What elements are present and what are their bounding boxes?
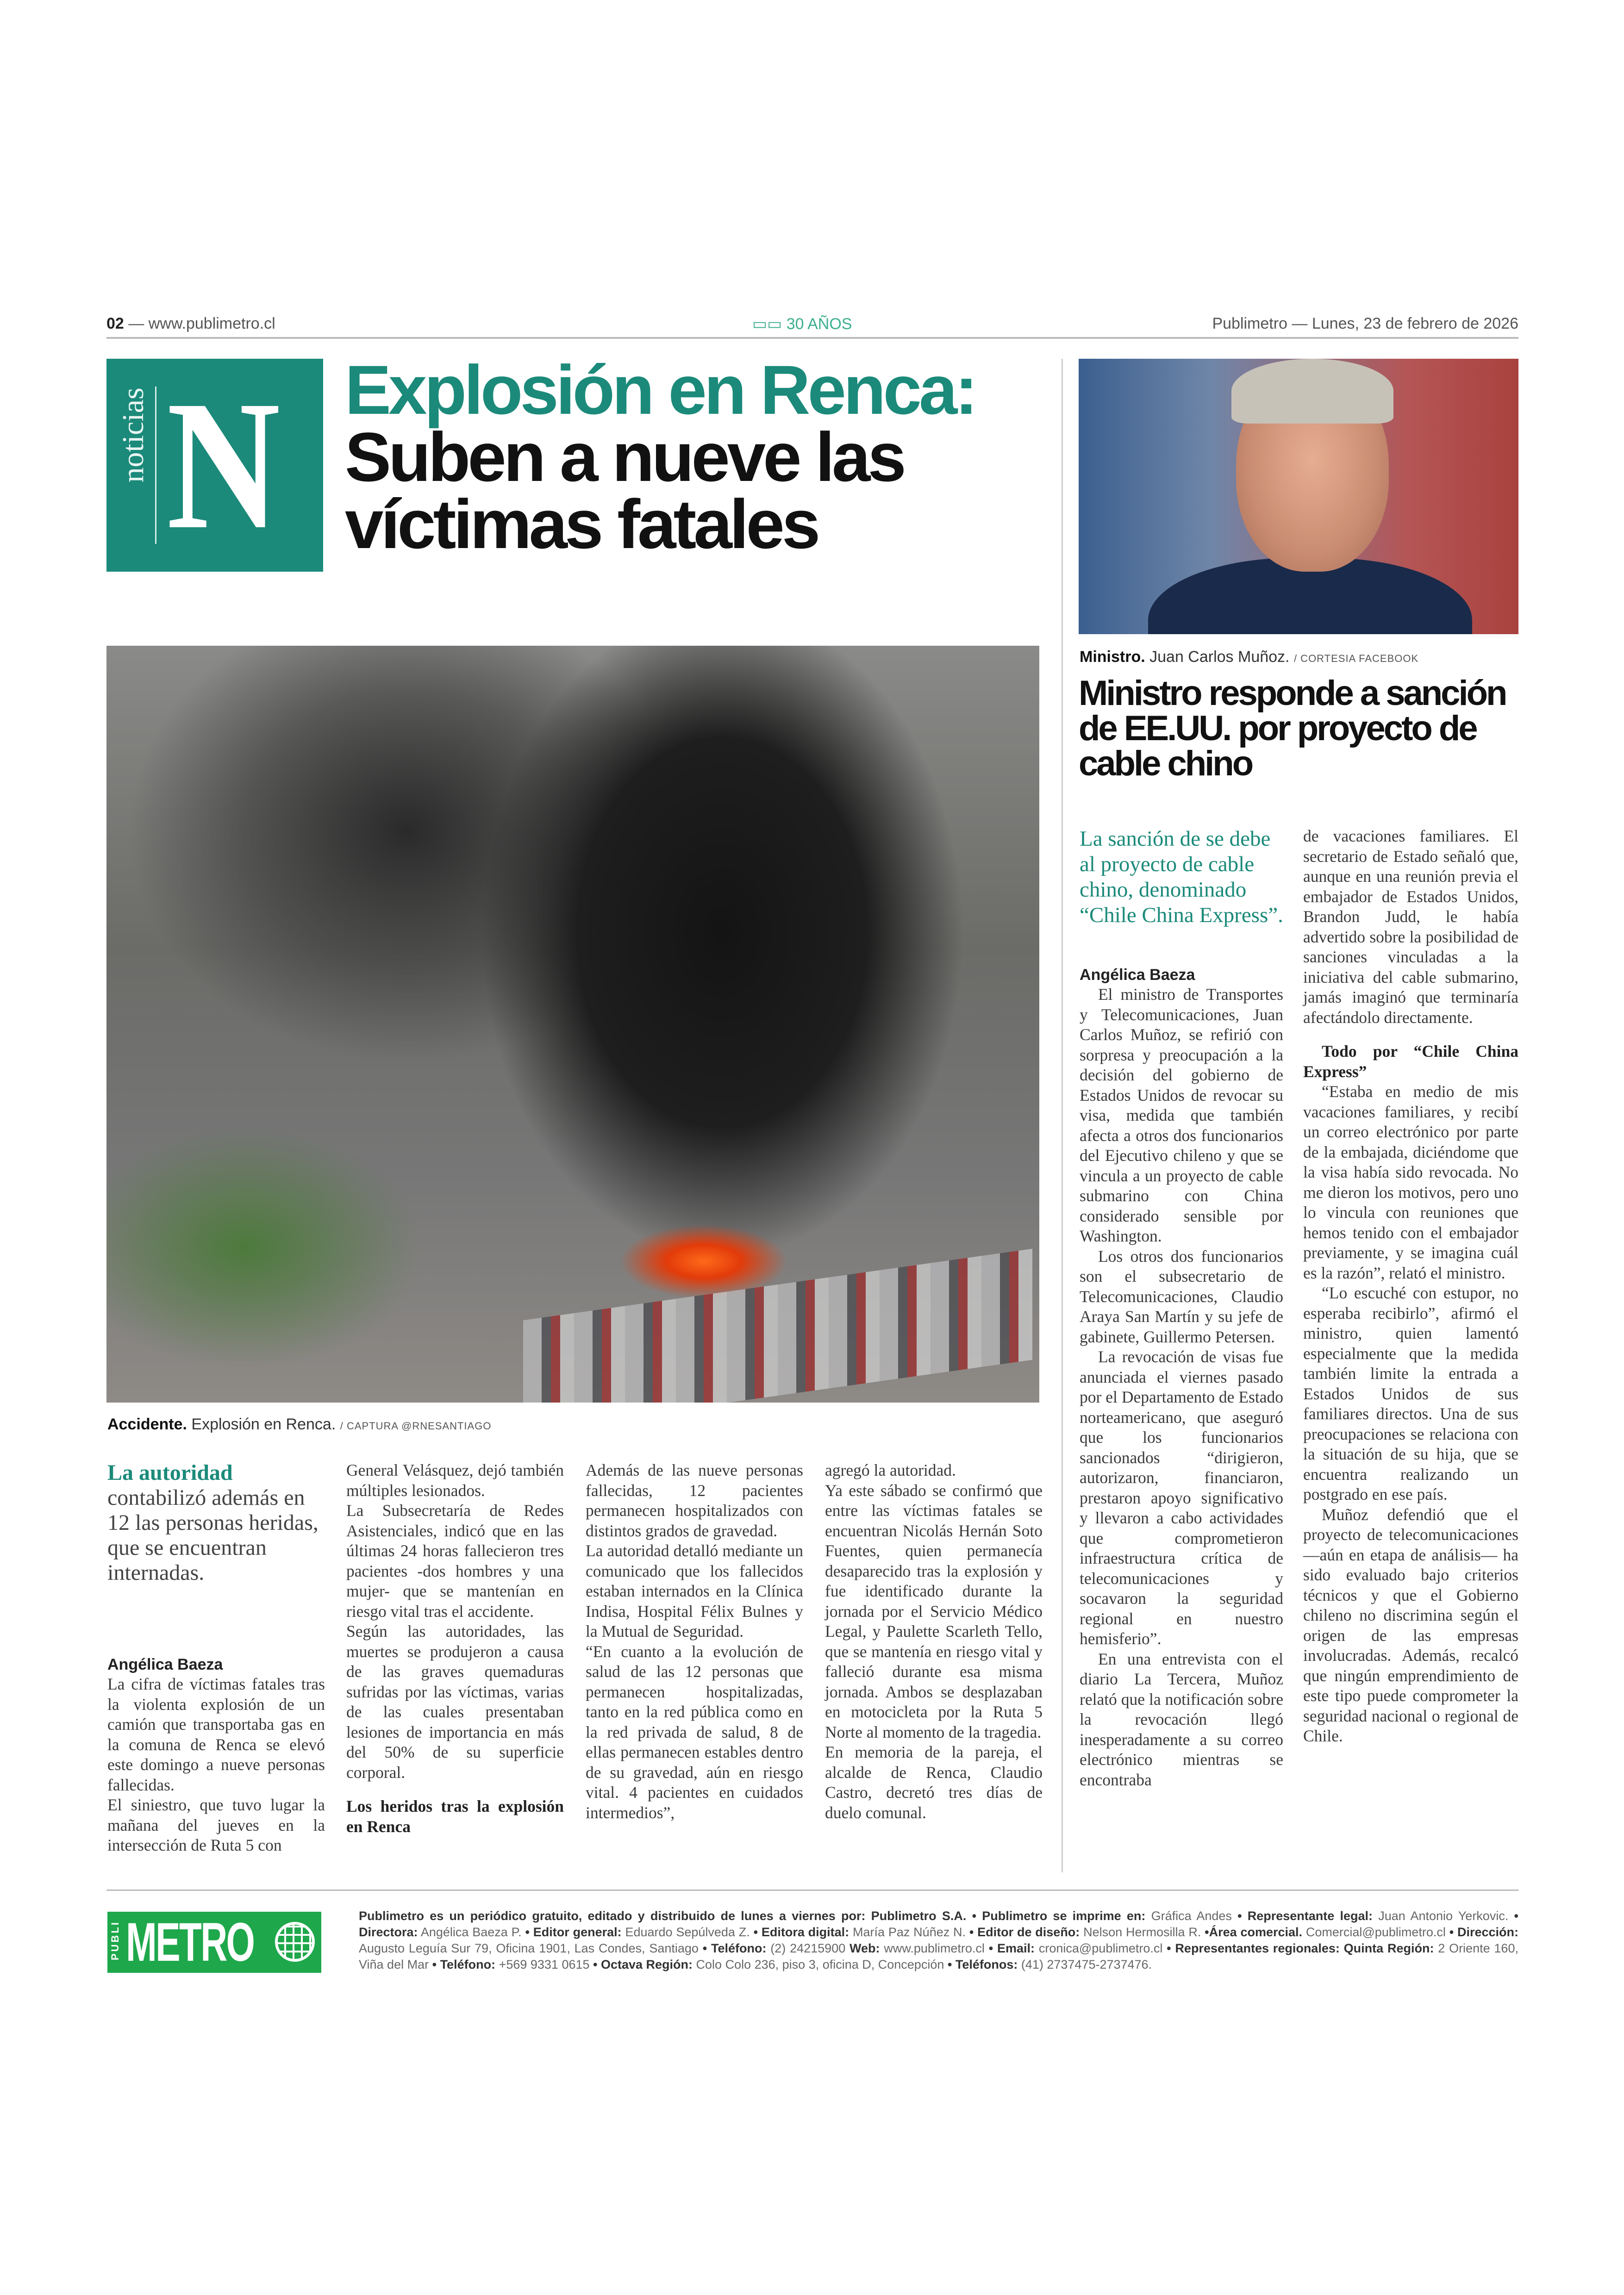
article-lead [107, 1460, 325, 1585]
imprint-text: +569 9331 0615 [499, 1958, 590, 1971]
headline-accent: Explosión en Renca: [345, 351, 975, 429]
imprint-text: Augusto Leguía Sur 79, Oficina 1901, Las Condes, Santiago [359, 1941, 699, 1955]
imprint [359, 1908, 1518, 1973]
site-url[interactable]: www.publimetro.cl [148, 315, 275, 332]
paragraph: “Lo escuché con estupor, no esperaba recibirlo”, afirmó el ministro, quien lamentó especialmente que la medida también limite la entrada a Estados Unidos de sus familiares directos. Una de sus preocupaciones se relaciona con la situación de su hija, que se encuentra realizando un postgrado en ese país. [1303, 1284, 1518, 1503]
main-headline [345, 351, 1002, 563]
paragraph: agregó la autoridad. [825, 1461, 956, 1479]
article-column-2 [346, 1460, 564, 1837]
side-photo-caption [1080, 648, 1418, 666]
section-divider [155, 387, 156, 544]
paragraph: Muñoz defendió que el proyecto de telecomunicaciones —aún en etapa de análisis— ha sido evaluado bajo criterios técnicos y que el Gobierno chileno no discrimina según el origen de las empresas involucradas. Además, recalcó que ningún emprendimiento de este tipo puede comprometer la seguridad nacional o regional de Chile. [1303, 1505, 1518, 1745]
parked-cars [523, 1249, 1032, 1403]
imprint-label: • Editor de diseño: [969, 1925, 1080, 1939]
commercial-email-link[interactable]: Comercial@publimetro.cl [1305, 1925, 1446, 1939]
paragraph: General Velásquez, dejó también múltiples lesionados. [346, 1461, 564, 1500]
imprint-text: Nelson Hermosilla R. [1083, 1925, 1201, 1939]
side-lead: La sanción de se debe al proyecto de cable chino, denominado “Chile China Express”. [1080, 827, 1283, 927]
imprint-label: • Editora digital: [753, 1925, 849, 1939]
publimetro-logo [107, 1912, 321, 1973]
email-link[interactable]: cronica@publimetro.cl [1038, 1941, 1163, 1955]
byline: Angélica Baeza [107, 1656, 223, 1673]
website-link[interactable]: www.publimetro.cl [884, 1941, 985, 1955]
publication-name: Publimetro [1212, 315, 1287, 332]
imprint-text: Juan Antonio Yerkovic. [1378, 1909, 1509, 1923]
page-folio: 02 — www.publimetro.cl [106, 315, 275, 332]
portrait-hair [1231, 359, 1393, 424]
header-divider [106, 337, 1518, 339]
paragraph: La autoridad detalló mediante un comunicado que los fallecidos estaban internados en la Clínica Indisa, Hospital Félix Bulnes y la Mutual de Seguridad. [586, 1541, 803, 1640]
anniversary-badge [752, 315, 852, 333]
imprint-text: (41) 2737475-2737476. [1021, 1958, 1152, 1971]
imprint-text: Publimetro es un periódico gratuito, editado y distribuido de lunes a viernes por: Publimetro S.A. • Publimetro se imprime en: [359, 1909, 1146, 1923]
subheading: Los heridos tras la explosión en Renca [346, 1797, 564, 1836]
caption-text: Juan Carlos Muñoz. [1149, 648, 1290, 666]
globe-icon [275, 1922, 315, 1962]
paragraph: Además de las nueve personas fallecidas, 12 pacientes permanecen hospitalizados con distintos grados de gravedad. [586, 1461, 803, 1540]
publication-date: Publimetro — Lunes, 23 de febrero de 2026 [1212, 315, 1518, 332]
byline: Angélica Baeza [1080, 966, 1195, 984]
imprint-label: •Área comercial. [1205, 1925, 1303, 1939]
footer-divider [106, 1890, 1518, 1891]
lead-text: contabilizó además en 12 las personas heridas, que se encuentran internadas. [107, 1485, 319, 1585]
imprint-text: Eduardo Sepúlveda Z. [625, 1925, 750, 1939]
imprint-text: Gráfica Andes [1151, 1909, 1232, 1923]
article-column-1 [107, 1460, 325, 1856]
imprint-label: • Email: [988, 1941, 1035, 1955]
logo-main-text: METRO [126, 1912, 254, 1973]
paragraph: El siniestro, que tuvo lugar la mañana del jueves en la intersección de Ruta 5 con [107, 1796, 325, 1854]
side-column-2 [1303, 826, 1518, 1746]
imprint-text: Colo Colo 236, piso 3, oficina D, Concepción [696, 1958, 944, 1971]
imprint-label: • Representantes regionales: Quinta Región: [1167, 1941, 1434, 1955]
imprint-label: • Teléfono: [432, 1958, 496, 1971]
anniversary-text: 30 AÑOS [786, 315, 852, 333]
paragraph: de vacaciones familiares. El secretario de Estado señaló que, aunque en una reunión previa el embajador de Estados Unidos, Brandon Judd, le había advertido sobre la posibilidad de sanciones vinculadas a la iniciativa del cable submarino, jamás imaginó que terminaría afectándolo directamente. [1303, 827, 1518, 1027]
anniversary-icon: ▭▭ [752, 315, 787, 333]
imprint-label: • Directora: [359, 1909, 1518, 1939]
paragraph: El ministro de Transportes y Telecomunicaciones, Juan Carlos Muñoz, se refirió con sorpresa y preocupación a la decisión del gobierno de Estados Unidos de revocar su visa, medida que también afecta a otros dos funcionarios del Ejecutivo chileno y que se vincula a un proyecto de cable submarino con China considerado sensible por Washington. [1080, 985, 1283, 1245]
explosion-photo [106, 646, 1039, 1403]
article-column-4 [825, 1460, 1043, 1823]
paragraph: Ya este sábado se confirmó que entre las víctimas fatales se encuentran Nicolás Hernán Soto Fuentes, quien permanecía desaparecido tras la explosión y fue identificado durante la jornada por el Servicio Médico Legal, y Paulette Scarleth Tello, que se mantenía en riesgo vital y falleció durante esa misma jornada. Ambos se desplazaban en motocicleta por la Ruta 5 Norte al momento de la tragedia. [825, 1481, 1043, 1741]
imprint-label: Web: [849, 1941, 880, 1955]
side-column-1 [1080, 826, 1283, 1790]
paragraph: En memoria de la pareja, el alcalde de Renca, Claudio Castro, decretó tres días de duelo comunal. [825, 1743, 1043, 1822]
imprint-text: 2 Oriente 160, Viña del Mar [359, 1941, 1518, 1971]
main-photo-caption [107, 1416, 491, 1434]
section-label: noticias [116, 387, 150, 483]
headline-rest: Suben a nueve las víctimas fatales [345, 418, 904, 563]
imprint-label: • Representante legal: [1237, 1909, 1373, 1923]
paragraph: “En cuanto a la evolución de salud de las 12 personas que permanecen hospitalizadas, tanto en la red pública como en la red privada de salud, 8 de ellas permanecen estables dentro de su gravedad, aún en riesgo vital. 4 pacientes en cuidados intermedios”, [586, 1642, 803, 1822]
paragraph: Los otros dos funcionarios son el subsecretario de Telecomunicaciones, Claudio Araya San Martín y su jefe de gabinete, Guillermo Petersen. [1080, 1247, 1283, 1346]
imprint-text: (2) 24215900 [770, 1941, 846, 1955]
column-divider [1062, 359, 1063, 1872]
imprint-label: • Octava Región: [593, 1958, 693, 1971]
imprint-label: • Editor general: [525, 1925, 622, 1939]
page-number: 02 [106, 315, 124, 332]
section-letter: N [167, 362, 281, 568]
imprint-text: María Paz Núñez N. [853, 1925, 966, 1939]
photo-credit: / CORTESIA FACEBOOK [1293, 653, 1419, 664]
caption-label: Ministro. [1080, 648, 1145, 666]
paragraph: La cifra de víctimas fatales tras la violenta explosión de un camión que transportaba gas en la comuna de Renca se elevó este domingo a nueve personas fallecidas. [107, 1675, 325, 1794]
imprint-label: • Teléfonos: [947, 1958, 1018, 1971]
photo-credit: / CAPTURA @RNESANTIAGO [340, 1420, 492, 1432]
imprint-label: • Teléfono: [702, 1941, 767, 1955]
caption-text: Explosión en Renca. [191, 1416, 336, 1433]
paragraph: La revocación de visas fue anunciada el viernes pasado por el Departamento de Estado norteamericano, que aseguró que los funcionarios sancionados “dirigieron, autorizaron, financiaron, prestaron apoyo significativo y llevaron a cabo actividades que comprometieron infraestructura crítica de telecomunicaciones y socavaron la seguridad regional en nuestro hemisferio”. [1080, 1347, 1283, 1648]
minister-photo [1079, 359, 1518, 634]
logo-small-text: PUBLI [109, 1921, 121, 1960]
paragraph: “Estaba en medio de mis vacaciones familiares, y recibí un correo electrónico por parte de la embajada, diciéndome que la visa había sido revocada. No me dieron los motivos, pero uno lo vincula con reuniones que hemos tenido con el embajador previamente, y se imagina cuál es la razón”, relató el ministro. [1303, 1082, 1518, 1282]
side-headline: Ministro responde a sanción de EE.UU. por proyecto de cable chino [1079, 674, 1506, 783]
paragraph: En una entrevista con el diario La Tercera, Muñoz relató que la notificación sobre la revocación llegó inesperadamente a su correo electrónico mientras se encontraba [1080, 1649, 1283, 1789]
section-badge [106, 359, 323, 572]
subheading: Todo por “Chile China Express” [1303, 1042, 1518, 1081]
imprint-label: • Dirección: [1449, 1925, 1519, 1939]
lead-accent: La autoridad [107, 1460, 233, 1485]
paragraph: Según las autoridades, las muertes se produjeron a causa de las graves quemaduras sufridas por las víctimas, varias de las cuales presentaban lesiones de importancia en más del 50% de su superficie corporal. [346, 1622, 564, 1782]
imprint-text: Angélica Baeza P. [420, 1925, 522, 1939]
date: Lunes, 23 de febrero de 2026 [1312, 315, 1518, 332]
caption-label: Accidente. [107, 1416, 187, 1433]
paragraph: La Subsecretaría de Redes Asistenciales, indicó que en las últimas 24 horas fallecieron tres pacientes -dos hombres y una mujer- que se mantenían en riesgo vital tras el accidente. [346, 1501, 564, 1621]
article-column-3 [586, 1460, 803, 1823]
